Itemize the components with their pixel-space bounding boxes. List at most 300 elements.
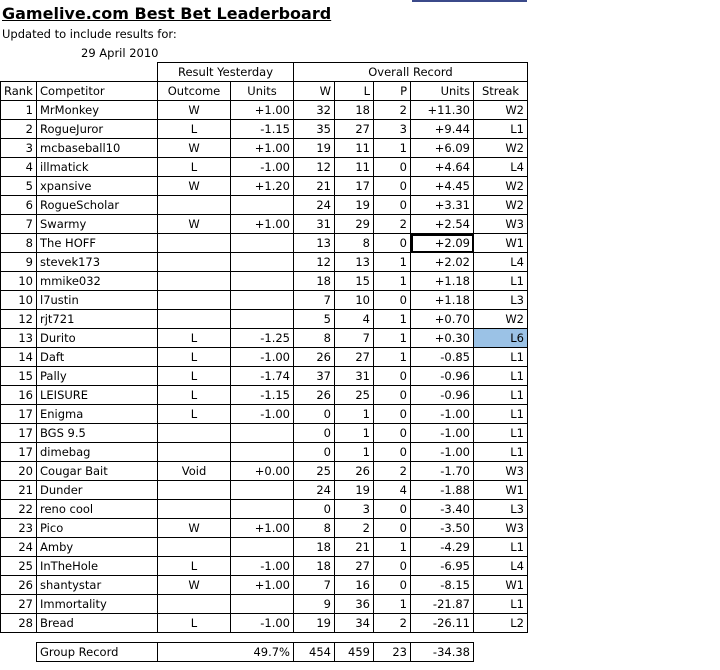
wins-cell[interactable]: 0 — [294, 443, 335, 462]
wins-cell[interactable]: 25 — [294, 462, 335, 481]
outcome-cell[interactable] — [158, 253, 231, 272]
table-row — [1, 158, 528, 177]
units-cell[interactable]: -0.96 — [411, 367, 474, 386]
wins-cell[interactable]: 24 — [294, 196, 335, 215]
rank-cell[interactable]: 13 — [1, 329, 37, 348]
streak-cell[interactable]: L1 — [474, 595, 528, 614]
col-header-w[interactable]: W — [294, 82, 335, 101]
group-record-units[interactable]: -34.38 — [411, 643, 474, 662]
rank-cell[interactable]: 6 — [1, 196, 37, 215]
units-cell[interactable]: -1.00 — [411, 424, 474, 443]
units-cell[interactable]: -0.96 — [411, 386, 474, 405]
units-yesterday-cell[interactable] — [231, 196, 294, 215]
units-cell[interactable]: -4.29 — [411, 538, 474, 557]
losses-cell[interactable]: 11 — [335, 158, 374, 177]
update-note: Updated to include results for: — [2, 27, 177, 41]
competitor-cell[interactable]: MrMonkey — [37, 101, 158, 120]
competitor-cell[interactable]: Bread — [37, 614, 158, 633]
wins-cell[interactable]: 13 — [294, 234, 335, 253]
wins-cell[interactable]: 0 — [294, 405, 335, 424]
losses-cell[interactable]: 4 — [335, 310, 374, 329]
pushes-cell[interactable]: 0 — [374, 405, 411, 424]
units-cell[interactable]: +0.30 — [411, 329, 474, 348]
streak-cell[interactable]: L4 — [474, 158, 528, 177]
table-row — [1, 291, 528, 310]
units-yesterday-cell[interactable] — [231, 291, 294, 310]
outcome-cell[interactable] — [158, 500, 231, 519]
wins-cell[interactable]: 9 — [294, 595, 335, 614]
outcome-cell[interactable]: L — [158, 405, 231, 424]
streak-cell[interactable]: L1 — [474, 386, 528, 405]
rank-cell[interactable]: 15 — [1, 367, 37, 386]
units-cell[interactable]: -6.95 — [411, 557, 474, 576]
outcome-cell[interactable]: W — [158, 177, 231, 196]
table-row — [1, 139, 528, 158]
units-yesterday-cell[interactable] — [231, 272, 294, 291]
result-yesterday-header[interactable]: Result Yesterday — [158, 63, 294, 82]
rank-cell[interactable]: 12 — [1, 310, 37, 329]
rank-cell[interactable]: 22 — [1, 500, 37, 519]
rank-cell[interactable]: 16 — [1, 386, 37, 405]
outcome-cell[interactable]: W — [158, 101, 231, 120]
outcome-cell[interactable] — [158, 443, 231, 462]
wins-cell[interactable]: 5 — [294, 310, 335, 329]
losses-cell[interactable]: 21 — [335, 538, 374, 557]
col-header-rank[interactable]: Rank — [1, 82, 37, 101]
col-header-competitor[interactable]: Competitor — [37, 82, 158, 101]
losses-cell[interactable]: 19 — [335, 196, 374, 215]
units-yesterday-cell[interactable]: -1.15 — [231, 386, 294, 405]
outcome-cell[interactable] — [158, 272, 231, 291]
losses-cell[interactable]: 17 — [335, 177, 374, 196]
table-row — [1, 443, 528, 462]
units-cell[interactable]: -0.85 — [411, 348, 474, 367]
competitor-cell[interactable]: Cougar Bait — [37, 462, 158, 481]
streak-cell[interactable]: W1 — [474, 576, 528, 595]
col-header-units[interactable]: Units — [411, 82, 474, 101]
wins-cell[interactable]: 26 — [294, 386, 335, 405]
rank-cell[interactable]: 27 — [1, 595, 37, 614]
units-cell[interactable]: -3.50 — [411, 519, 474, 538]
units-yesterday-cell[interactable]: -1.25 — [231, 329, 294, 348]
streak-cell[interactable]: W2 — [474, 310, 528, 329]
table-row — [1, 538, 528, 557]
competitor-cell[interactable]: xpansive — [37, 177, 158, 196]
outcome-cell[interactable] — [158, 310, 231, 329]
units-yesterday-cell[interactable] — [231, 310, 294, 329]
losses-cell[interactable]: 27 — [335, 348, 374, 367]
units-cell[interactable]: +0.70 — [411, 310, 474, 329]
losses-cell[interactable]: 7 — [335, 329, 374, 348]
units-yesterday-cell[interactable]: +1.00 — [231, 215, 294, 234]
outcome-cell[interactable]: L — [158, 386, 231, 405]
units-cell[interactable]: +4.64 — [411, 158, 474, 177]
wins-cell[interactable]: 7 — [294, 576, 335, 595]
outcome-cell[interactable]: W — [158, 215, 231, 234]
table-row — [1, 424, 528, 443]
rank-cell[interactable]: 8 — [1, 234, 37, 253]
wins-cell[interactable]: 7 — [294, 291, 335, 310]
table-row — [1, 253, 528, 272]
col-header-streak[interactable]: Streak — [474, 82, 528, 101]
pushes-cell[interactable]: 0 — [374, 576, 411, 595]
losses-cell[interactable]: 25 — [335, 386, 374, 405]
rank-cell[interactable]: 10 — [1, 272, 37, 291]
pushes-cell[interactable]: 0 — [374, 519, 411, 538]
streak-cell[interactable]: L1 — [474, 538, 528, 557]
pushes-cell[interactable]: 0 — [374, 386, 411, 405]
col-header-p[interactable]: P — [374, 82, 411, 101]
units-yesterday-cell[interactable]: -1.74 — [231, 367, 294, 386]
losses-cell[interactable]: 34 — [335, 614, 374, 633]
losses-cell[interactable]: 3 — [335, 500, 374, 519]
losses-cell[interactable]: 16 — [335, 576, 374, 595]
losses-cell[interactable]: 10 — [335, 291, 374, 310]
pushes-cell[interactable]: 0 — [374, 500, 411, 519]
pushes-cell[interactable]: 0 — [374, 196, 411, 215]
competitor-cell[interactable]: mmike032 — [37, 272, 158, 291]
pushes-cell[interactable]: 4 — [374, 481, 411, 500]
units-yesterday-cell[interactable]: -1.00 — [231, 158, 294, 177]
streak-cell[interactable]: W3 — [474, 215, 528, 234]
outcome-cell[interactable] — [158, 291, 231, 310]
units-yesterday-cell[interactable] — [231, 481, 294, 500]
pushes-cell[interactable]: 0 — [374, 367, 411, 386]
pushes-cell[interactable]: 2 — [374, 101, 411, 120]
table-row — [1, 462, 528, 481]
units-yesterday-cell[interactable] — [231, 538, 294, 557]
group-record-label[interactable]: Group Record — [37, 643, 158, 662]
units-cell[interactable]: -1.70 — [411, 462, 474, 481]
units-yesterday-cell[interactable]: +1.00 — [231, 576, 294, 595]
streak-cell[interactable]: W3 — [474, 462, 528, 481]
units-cell[interactable]: -26.11 — [411, 614, 474, 633]
page-title: Gamelive.com Best Bet Leaderboard — [2, 4, 332, 23]
table-row — [1, 234, 528, 253]
wins-cell[interactable]: 35 — [294, 120, 335, 139]
units-yesterday-cell[interactable]: +1.00 — [231, 101, 294, 120]
pushes-cell[interactable]: 1 — [374, 595, 411, 614]
streak-cell[interactable]: L2 — [474, 614, 528, 633]
pushes-cell[interactable]: 0 — [374, 291, 411, 310]
losses-cell[interactable]: 15 — [335, 272, 374, 291]
wins-cell[interactable]: 19 — [294, 614, 335, 633]
losses-cell[interactable]: 11 — [335, 139, 374, 158]
units-yesterday-cell[interactable] — [231, 595, 294, 614]
outcome-cell[interactable]: W — [158, 139, 231, 158]
outcome-cell[interactable] — [158, 595, 231, 614]
pushes-cell[interactable]: 0 — [374, 443, 411, 462]
column-header-row — [1, 82, 528, 101]
competitor-cell[interactable]: Pally — [37, 367, 158, 386]
update-date: 29 April 2010 — [81, 46, 159, 60]
losses-cell[interactable]: 36 — [335, 595, 374, 614]
window-top-accent — [412, 0, 527, 2]
units-yesterday-cell[interactable]: +1.00 — [231, 139, 294, 158]
units-yesterday-cell[interactable]: +1.20 — [231, 177, 294, 196]
competitor-cell[interactable]: illmatick — [37, 158, 158, 177]
rank-cell[interactable]: 5 — [1, 177, 37, 196]
streak-cell[interactable]: L1 — [474, 405, 528, 424]
units-cell[interactable]: +2.02 — [411, 253, 474, 272]
rank-cell[interactable]: 14 — [1, 348, 37, 367]
pushes-cell[interactable]: 1 — [374, 538, 411, 557]
streak-cell[interactable]: W2 — [474, 196, 528, 215]
pushes-cell[interactable]: 1 — [374, 139, 411, 158]
losses-cell[interactable]: 18 — [335, 101, 374, 120]
units-yesterday-cell[interactable]: +1.00 — [231, 519, 294, 538]
losses-cell[interactable]: 19 — [335, 481, 374, 500]
losses-cell[interactable]: 2 — [335, 519, 374, 538]
pushes-cell[interactable]: 1 — [374, 310, 411, 329]
pushes-cell[interactable]: 0 — [374, 234, 411, 253]
table-row — [1, 367, 528, 386]
wins-cell[interactable]: 26 — [294, 348, 335, 367]
losses-cell[interactable]: 8 — [335, 234, 374, 253]
units-yesterday-cell[interactable]: -1.00 — [231, 614, 294, 633]
pushes-cell[interactable]: 2 — [374, 462, 411, 481]
table-row — [1, 101, 528, 120]
streak-cell[interactable]: L1 — [474, 367, 528, 386]
competitor-cell[interactable]: InTheHole — [37, 557, 158, 576]
losses-cell[interactable]: 29 — [335, 215, 374, 234]
competitor-cell[interactable]: Swarmy — [37, 215, 158, 234]
losses-cell[interactable]: 26 — [335, 462, 374, 481]
units-cell[interactable]: -3.40 — [411, 500, 474, 519]
streak-cell[interactable]: W2 — [474, 101, 528, 120]
units-cell[interactable]: +3.31 — [411, 196, 474, 215]
competitor-cell[interactable]: Daft — [37, 348, 158, 367]
competitor-cell[interactable]: shantystar — [37, 576, 158, 595]
table-row — [1, 500, 528, 519]
pushes-cell[interactable]: 1 — [374, 272, 411, 291]
competitor-cell[interactable]: LEISURE — [37, 386, 158, 405]
rank-cell[interactable]: 1 — [1, 101, 37, 120]
group-record-p[interactable]: 23 — [374, 643, 411, 662]
rank-cell[interactable]: 7 — [1, 215, 37, 234]
overall-record-header[interactable]: Overall Record — [294, 63, 528, 82]
losses-cell[interactable]: 1 — [335, 424, 374, 443]
rank-cell[interactable]: 28 — [1, 614, 37, 633]
rank-cell[interactable]: 10 — [1, 291, 37, 310]
wins-cell[interactable]: 21 — [294, 177, 335, 196]
competitor-cell[interactable]: RogueScholar — [37, 196, 158, 215]
competitor-cell[interactable]: Enigma — [37, 405, 158, 424]
streak-cell[interactable]: W1 — [474, 234, 528, 253]
competitor-cell[interactable]: RogueJuror — [37, 120, 158, 139]
rank-cell[interactable]: 3 — [1, 139, 37, 158]
wins-cell[interactable]: 18 — [294, 272, 335, 291]
outcome-cell[interactable]: L — [158, 614, 231, 633]
pushes-cell[interactable]: 1 — [374, 329, 411, 348]
rank-cell[interactable]: 4 — [1, 158, 37, 177]
streak-cell[interactable]: L4 — [474, 253, 528, 272]
table-row — [1, 177, 528, 196]
units-yesterday-cell[interactable] — [231, 424, 294, 443]
leaderboard-table — [0, 62, 528, 662]
wins-cell[interactable]: 8 — [294, 519, 335, 538]
outcome-cell[interactable] — [158, 234, 231, 253]
competitor-cell[interactable]: Durito — [37, 329, 158, 348]
rank-cell[interactable]: 20 — [1, 462, 37, 481]
table-row — [1, 329, 528, 348]
streak-cell[interactable]: W2 — [474, 139, 528, 158]
outcome-cell[interactable]: L — [158, 348, 231, 367]
losses-cell[interactable]: 31 — [335, 367, 374, 386]
streak-cell[interactable]: W3 — [474, 519, 528, 538]
rank-cell[interactable]: 26 — [1, 576, 37, 595]
competitor-cell[interactable]: The HOFF — [37, 234, 158, 253]
units-yesterday-cell[interactable]: -1.00 — [231, 405, 294, 424]
losses-cell[interactable]: 27 — [335, 557, 374, 576]
outcome-cell[interactable]: L — [158, 120, 231, 139]
wins-cell[interactable]: 18 — [294, 557, 335, 576]
rank-cell[interactable]: 23 — [1, 519, 37, 538]
table-row — [1, 386, 528, 405]
wins-cell[interactable]: 37 — [294, 367, 335, 386]
table-row — [1, 120, 528, 139]
units-cell[interactable]: +9.44 — [411, 120, 474, 139]
pushes-cell[interactable]: 1 — [374, 348, 411, 367]
outcome-cell[interactable]: L — [158, 329, 231, 348]
pushes-cell[interactable]: 0 — [374, 158, 411, 177]
streak-cell[interactable]: L3 — [474, 500, 528, 519]
outcome-cell[interactable]: L — [158, 158, 231, 177]
wins-cell[interactable]: 8 — [294, 329, 335, 348]
streak-cell[interactable]: L1 — [474, 443, 528, 462]
units-cell[interactable]: +1.18 — [411, 272, 474, 291]
wins-cell[interactable]: 0 — [294, 424, 335, 443]
group-record-row — [1, 643, 528, 662]
competitor-cell[interactable]: mcbaseball10 — [37, 139, 158, 158]
units-yesterday-cell[interactable]: +0.00 — [231, 462, 294, 481]
group-record-pct[interactable]: 49.7% — [158, 643, 294, 662]
outcome-cell[interactable]: W — [158, 519, 231, 538]
competitor-cell[interactable]: rjt721 — [37, 310, 158, 329]
units-yesterday-cell[interactable] — [231, 500, 294, 519]
units-cell[interactable]: -1.00 — [411, 443, 474, 462]
wins-cell[interactable]: 12 — [294, 158, 335, 177]
rank-cell[interactable]: 2 — [1, 120, 37, 139]
pushes-cell[interactable]: 2 — [374, 215, 411, 234]
wins-cell[interactable]: 32 — [294, 101, 335, 120]
units-yesterday-cell[interactable]: -1.15 — [231, 120, 294, 139]
competitor-cell[interactable]: Amby — [37, 538, 158, 557]
col-header-l[interactable]: L — [335, 82, 374, 101]
outcome-cell[interactable]: Void — [158, 462, 231, 481]
units-cell[interactable]: -21.87 — [411, 595, 474, 614]
competitor-cell[interactable]: dimebag — [37, 443, 158, 462]
losses-cell[interactable]: 1 — [335, 443, 374, 462]
table-row — [1, 557, 528, 576]
outcome-cell[interactable]: L — [158, 557, 231, 576]
competitor-cell[interactable]: reno cool — [37, 500, 158, 519]
competitor-cell[interactable]: BGS 9.5 — [37, 424, 158, 443]
units-yesterday-cell[interactable] — [231, 253, 294, 272]
table-row — [1, 576, 528, 595]
table-row — [1, 481, 528, 500]
units-cell[interactable]: +4.45 — [411, 177, 474, 196]
losses-cell[interactable]: 27 — [335, 120, 374, 139]
streak-cell[interactable]: W1 — [474, 481, 528, 500]
table-row — [1, 310, 528, 329]
units-cell[interactable]: +11.30 — [411, 101, 474, 120]
group-header-row — [1, 63, 528, 82]
units-cell[interactable]: +2.54 — [411, 215, 474, 234]
rank-cell[interactable]: 17 — [1, 424, 37, 443]
rank-cell[interactable]: 17 — [1, 405, 37, 424]
table-row — [1, 215, 528, 234]
pushes-cell[interactable]: 0 — [374, 177, 411, 196]
losses-cell[interactable]: 1 — [335, 405, 374, 424]
group-record-w[interactable]: 454 — [294, 643, 335, 662]
streak-cell[interactable]: L1 — [474, 348, 528, 367]
group-record-l[interactable]: 459 — [335, 643, 374, 662]
col-header-outcome[interactable]: Outcome — [158, 82, 231, 101]
streak-cell[interactable]: L6 — [474, 329, 528, 348]
streak-cell[interactable]: L3 — [474, 291, 528, 310]
outcome-cell[interactable] — [158, 424, 231, 443]
outcome-cell[interactable]: W — [158, 576, 231, 595]
wins-cell[interactable]: 19 — [294, 139, 335, 158]
units-yesterday-cell[interactable] — [231, 234, 294, 253]
wins-cell[interactable]: 24 — [294, 481, 335, 500]
units-cell[interactable]: +6.09 — [411, 139, 474, 158]
streak-cell[interactable]: L1 — [474, 272, 528, 291]
units-yesterday-cell[interactable]: -1.00 — [231, 557, 294, 576]
outcome-cell[interactable]: L — [158, 367, 231, 386]
competitor-cell[interactable]: Dunder — [37, 481, 158, 500]
units-cell[interactable]: +1.18 — [411, 291, 474, 310]
units-cell[interactable]: -1.00 — [411, 405, 474, 424]
competitor-cell[interactable]: Pico — [37, 519, 158, 538]
units-yesterday-cell[interactable] — [231, 443, 294, 462]
rank-cell[interactable]: 17 — [1, 443, 37, 462]
units-cell[interactable]: -1.88 — [411, 481, 474, 500]
rank-cell[interactable]: 21 — [1, 481, 37, 500]
losses-cell[interactable]: 13 — [335, 253, 374, 272]
pushes-cell[interactable]: 1 — [374, 253, 411, 272]
rank-cell[interactable]: 9 — [1, 253, 37, 272]
col-header-units-yesterday[interactable]: Units — [231, 82, 294, 101]
outcome-cell[interactable] — [158, 538, 231, 557]
table-row — [1, 614, 528, 633]
streak-cell[interactable]: L4 — [474, 557, 528, 576]
streak-cell[interactable]: W2 — [474, 177, 528, 196]
units-cell[interactable]: +2.09 — [411, 234, 474, 253]
pushes-cell[interactable]: 2 — [374, 614, 411, 633]
outcome-cell[interactable] — [158, 481, 231, 500]
wins-cell[interactable]: 12 — [294, 253, 335, 272]
pushes-cell[interactable]: 0 — [374, 424, 411, 443]
competitor-cell[interactable]: stevek173 — [37, 253, 158, 272]
rank-cell[interactable]: 24 — [1, 538, 37, 557]
competitor-cell[interactable]: Immortality — [37, 595, 158, 614]
pushes-cell[interactable]: 0 — [374, 557, 411, 576]
pushes-cell[interactable]: 3 — [374, 120, 411, 139]
wins-cell[interactable]: 0 — [294, 500, 335, 519]
streak-cell[interactable]: L1 — [474, 424, 528, 443]
units-cell[interactable]: -8.15 — [411, 576, 474, 595]
rank-cell[interactable]: 25 — [1, 557, 37, 576]
wins-cell[interactable]: 31 — [294, 215, 335, 234]
wins-cell[interactable]: 18 — [294, 538, 335, 557]
table-row — [1, 519, 528, 538]
streak-cell[interactable]: L1 — [474, 120, 528, 139]
outcome-cell[interactable] — [158, 196, 231, 215]
units-yesterday-cell[interactable]: -1.00 — [231, 348, 294, 367]
competitor-cell[interactable]: l7ustin — [37, 291, 158, 310]
